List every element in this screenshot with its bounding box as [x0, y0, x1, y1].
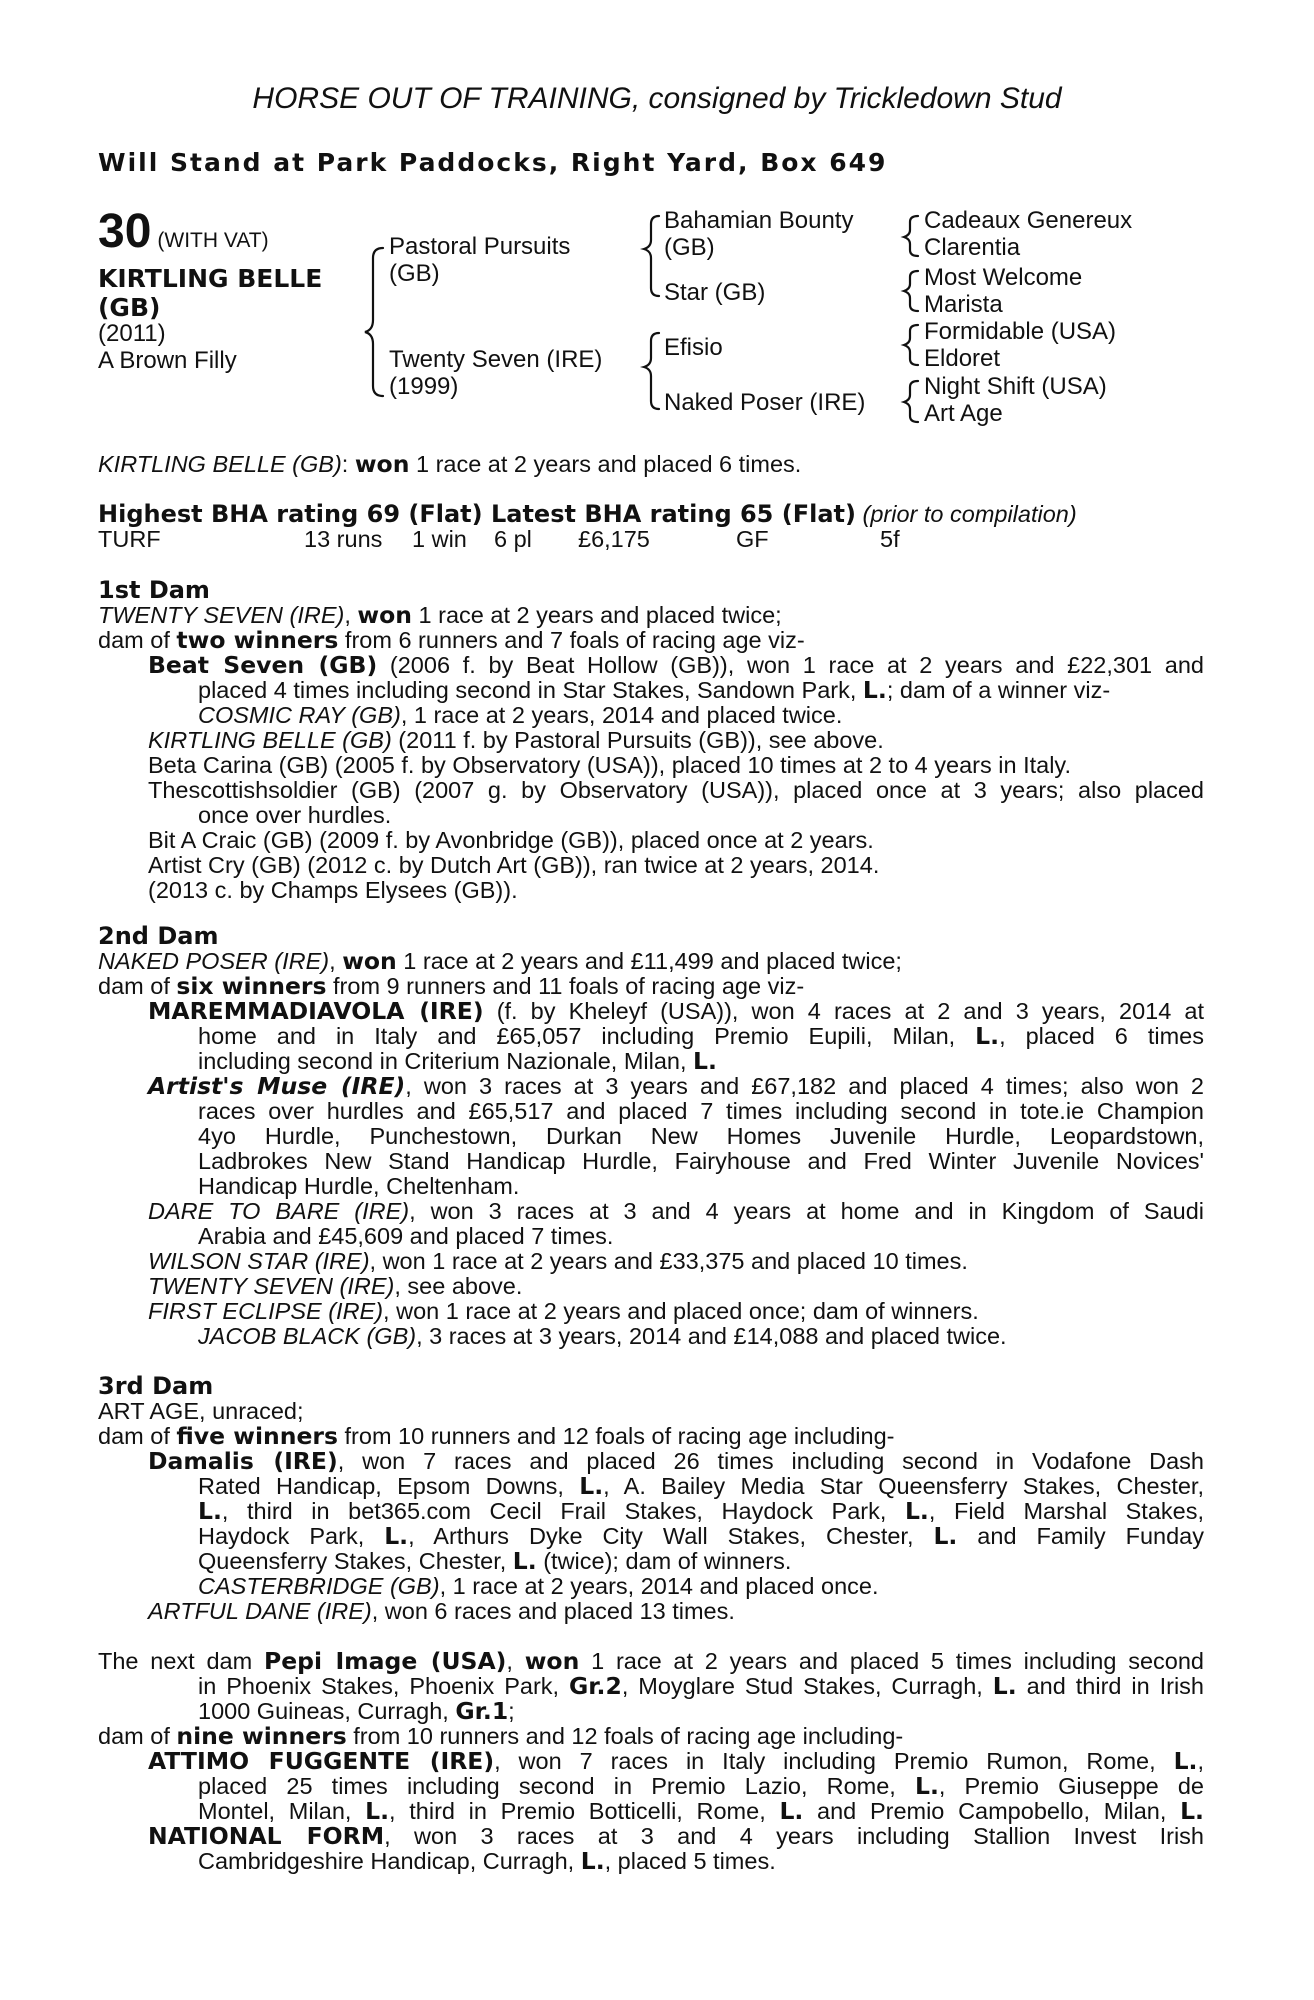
listed-marker: L. [779, 1797, 804, 1825]
second-dam-heading [98, 924, 1204, 950]
first-dam-name: TWENTY SEVEN (IRE) [98, 602, 345, 628]
jacob-black-rest: , 3 races at 3 years, 2014 and £14,088 and placed twice. [416, 1323, 1007, 1349]
damalis-name: Damalis (IRE) [148, 1447, 338, 1475]
maremma-rest: (f. by Kheleyf (USA)), won 4 races at 2 and 3 years, 2014 at [483, 998, 1204, 1024]
birth-year: (2011) [98, 320, 166, 347]
gen4-8: Art Age [924, 400, 1003, 427]
damalis-line1 [148, 1449, 1204, 1475]
summary-won: won [354, 450, 410, 478]
second-dam-won: won [342, 947, 397, 975]
attimo-montel: Montel, Milan, [198, 1798, 366, 1824]
damalis-field: , Field Marshal Stakes, [928, 1498, 1204, 1524]
sire-name: Pastoral Pursuits [389, 233, 571, 260]
dam-sire: Efisio [664, 334, 723, 361]
next-dam-damof: dam of [98, 1723, 177, 1749]
first-dam-rest: 1 race at 2 years and placed twice; [412, 602, 782, 628]
listed-marker: L. [1180, 1797, 1204, 1825]
gen4-5: Formidable (USA) [924, 318, 1117, 345]
next-dam-comma: , [506, 1648, 525, 1674]
artists-muse-line3 [198, 1124, 1204, 1150]
attimo-giuseppe: , Premio Giuseppe de [938, 1773, 1204, 1799]
casterbridge-name: CASTERBRIDGE (GB) [198, 1573, 440, 1599]
listed-marker: L. [914, 1772, 939, 1800]
damalis-family: and Family Funday [957, 1523, 1204, 1549]
first-dam-line1 [98, 603, 1204, 629]
listed-marker: L. [579, 1472, 604, 1500]
damalis-line2 [198, 1474, 1204, 1500]
twenty-seven-line [148, 1274, 1204, 1300]
listed-marker: L. [933, 1522, 958, 1550]
cosmic-ray-name: COSMIC RAY (GB) [198, 702, 401, 728]
attimo-botticelli: , third in Premio Botticelli, Rome, [389, 1798, 780, 1824]
horse-description: A Brown Filly [98, 347, 237, 374]
damalis-line4 [198, 1524, 1204, 1550]
damalis-rest: , won 7 races and placed 26 times including second in Vodafone Dash [337, 1448, 1204, 1474]
next-dam-line2 [198, 1674, 1204, 1700]
damalis-bailey: , A. Bailey Media Star Queensferry Stakes, Chester, [603, 1473, 1204, 1499]
attimo-campobello: and Premio Campobello, Milan, [803, 1798, 1181, 1824]
next-dam-phoenix: in Phoenix Stakes, Phoenix Park, [198, 1673, 569, 1699]
attimo-line1 [148, 1749, 1204, 1775]
wilson-star-name: WILSON STAR (IRE) [148, 1248, 370, 1274]
national-form-name: NATIONAL FORM [148, 1822, 385, 1850]
cosmic-ray-line [198, 703, 1204, 729]
jacob-black-line [198, 1324, 1204, 1350]
first-eclipse-rest: , won 1 race at 2 years and placed once; dam of winners. [383, 1298, 979, 1324]
kirtling-name: KIRTLING BELLE (GB) [148, 727, 392, 753]
artists-muse-text2: races over hurdles and £65,517 and placed 7 times including second in tote.ie Champion [198, 1098, 1204, 1124]
turf-record [98, 527, 1204, 553]
thescottish-text: Thescottishsoldier (GB) (2007 g. by Observatory (USA)), placed once at 3 years; also placed [148, 777, 1204, 803]
next-dam-third: and third in Irish [1016, 1673, 1205, 1699]
third-dam-winners: five winners [176, 1422, 338, 1450]
beat-seven-line2 [198, 678, 1204, 704]
kirtling-rest: (2011 f. by Pastoral Pursuits (GB)), see above. [391, 727, 884, 753]
attimo-rest: , won 7 races in Italy including Premio Rumon, Rome, [494, 1748, 1174, 1774]
third-dam-runners: from 10 runners and 12 foals of racing age including- [337, 1423, 895, 1449]
horse-name-line2: (GB) [98, 293, 161, 322]
gen4-6: Eldoret [924, 345, 1001, 372]
turf-prize: £6,175 [578, 526, 650, 552]
national-form-cambs: Cambridgeshire Handicap, Curragh, [198, 1848, 581, 1874]
attimo-line2 [198, 1774, 1204, 1800]
damalis-third: , third in bet365.com Cecil Frail Stakes, Haydock Park, [221, 1498, 905, 1524]
second-dam-rest: 1 race at 2 years and £11,499 and placed twice; [396, 948, 902, 974]
national-form-placed: , placed 5 times. [604, 1848, 776, 1874]
first-dam-runners: from 6 runners and 7 foals of racing age viz- [338, 627, 805, 653]
first-dam-title: 1st Dam [98, 576, 210, 604]
next-dam-runners: from 10 runners and 12 foals of racing age including- [346, 1723, 904, 1749]
turf-runs: 13 runs [304, 526, 383, 552]
listed-marker: L. [693, 1047, 717, 1075]
third-dam-line1: ART AGE, unraced; [98, 1398, 304, 1424]
listed-marker: L. [904, 1497, 929, 1525]
cosmic-ray-rest: , 1 race at 2 years, 2014 and placed twice. [400, 702, 843, 728]
beat-seven-damof: ; dam of a winner viz- [886, 677, 1111, 703]
first-dam-heading [98, 578, 1204, 604]
rating-line [98, 502, 1204, 528]
maremma-line1 [148, 999, 1204, 1025]
dam-name: Twenty Seven (IRE) [389, 346, 603, 373]
kirtling-line [148, 728, 1204, 754]
listed-marker: L. [580, 1847, 605, 1875]
summary-horse: KIRTLING BELLE (GB) [98, 451, 342, 477]
gen4-4: Marista [924, 291, 1003, 318]
wilson-star-line [148, 1249, 1204, 1275]
beat-seven-line1 [148, 653, 1204, 679]
second-dam-name: NAKED POSER (IRE) [98, 948, 330, 974]
second-dam-line1 [98, 949, 1204, 975]
group-marker: Gr.2 [569, 1672, 622, 1700]
wilson-star-rest: , won 1 race at 2 years and £33,375 and placed 10 times. [369, 1248, 968, 1274]
first-eclipse-name: FIRST ECLIPSE (IRE) [148, 1298, 384, 1324]
next-dam-guineas: 1000 Guineas, Curragh, [198, 1698, 456, 1724]
beta-carina-line: Beta Carina (GB) (2005 f. by Observatory (USA)), placed 10 times at 2 to 4 years in Italy. [148, 752, 1071, 778]
second-dam-runners: from 9 runners and 11 foals of racing age viz- [326, 973, 805, 999]
dam-year: (1999) [389, 373, 459, 400]
next-dam-line3 [198, 1699, 1204, 1725]
artists-muse-line5: Handicap Hurdle, Cheltenham. [198, 1173, 520, 1199]
dare-to-bare-name: DARE TO BARE (IRE) [148, 1198, 410, 1224]
damalis-arthurs: , Arthurs Dyke City Wall Stakes, Chester, [408, 1523, 934, 1549]
artist-cry-line: Artist Cry (GB) (2012 c. by Dutch Art (GB)), ran twice at 2 years, 2014. [148, 852, 880, 878]
third-dam-line2 [98, 1424, 1204, 1450]
next-dam-rest: 1 race at 2 years and placed 5 times including second [579, 1648, 1205, 1674]
turf-going: GF [736, 526, 769, 552]
artful-dane-line [148, 1599, 1204, 1625]
next-dam-line1 [98, 1649, 1204, 1675]
maremma-name: MAREMMADIAVOLA (IRE) [148, 997, 484, 1025]
group-marker: Gr.1 [455, 1697, 509, 1725]
dam [389, 346, 602, 400]
artists-muse-name: Artist's Muse (IRE) [148, 1072, 406, 1100]
maremma-home: home and in Italy and £65,057 including Premio Eupili, Milan, [198, 1023, 976, 1049]
second-dam-winners: six winners [176, 972, 327, 1000]
casterbridge-line [198, 1574, 1204, 1600]
thescottish-line2: once over hurdles. [198, 802, 392, 828]
next-dam-won: won [524, 1647, 580, 1675]
colt-2013-line: (2013 c. by Champs Elysees (GB)). [148, 877, 518, 903]
next-dam-line4 [98, 1724, 1204, 1750]
page-title: HORSE OUT OF TRAINING, consigned by Trickledown Stud [252, 82, 1062, 115]
third-dam-damof: dam of [98, 1423, 177, 1449]
second-dam-damof: dam of [98, 973, 177, 999]
damalis-line5 [198, 1549, 1204, 1575]
next-dam-semicolon: ; [508, 1698, 515, 1724]
listed-marker: L. [365, 1797, 390, 1825]
dare-to-bare-rest: , won 3 races at 3 and 4 years at home and in Kingdom of Saudi [409, 1198, 1204, 1224]
listed-marker: L. [512, 1547, 537, 1575]
listed-marker: L. [992, 1672, 1017, 1700]
maremma-line2 [198, 1024, 1204, 1050]
attimo-comma: , [1197, 1748, 1204, 1774]
listed-marker: L. [198, 1497, 222, 1525]
damalis-epsom: Rated Handicap, Epsom Downs, [198, 1473, 580, 1499]
turf-wins: 1 win [412, 526, 467, 552]
next-dam-name: Pepi Image (USA) [263, 1647, 507, 1675]
attimo-placed: placed 25 times including second in Premio Lazio, Rome, [198, 1773, 915, 1799]
listed-marker: L. [862, 676, 887, 704]
third-dam-title: 3rd Dam [98, 1372, 214, 1400]
sire-sire-country: (GB) [664, 234, 715, 261]
third-dam-heading [98, 1374, 1204, 1400]
lot-number: 30 [98, 205, 152, 258]
gen4-3: Most Welcome [924, 264, 1083, 291]
artists-muse-line2 [198, 1099, 1204, 1125]
rating-text: Highest BHA rating 69 (Flat) Latest BHA rating 65 (Flat) [98, 500, 856, 528]
listed-marker: L. [384, 1522, 409, 1550]
attimo-line3 [198, 1799, 1204, 1825]
national-form-line2 [198, 1849, 1204, 1875]
dare-to-bare-line2: Arabia and £45,609 and placed 7 times. [198, 1223, 614, 1249]
second-dam-title: 2nd Dam [98, 922, 219, 950]
turf-distance: 5f [880, 526, 900, 552]
maremma-second: including second in Criterium Nazionale, Milan, [198, 1048, 694, 1074]
artists-muse-rest: , won 3 races at 3 years and £67,182 and placed 4 times; also won 2 [405, 1073, 1205, 1099]
gen4-7: Night Shift (USA) [924, 373, 1107, 400]
turf-surface: TURF [98, 526, 161, 552]
gen4-1: Cadeaux Genereux [924, 207, 1133, 234]
artists-muse-line4 [198, 1149, 1204, 1175]
artful-dane-name: ARTFUL DANE (IRE) [148, 1598, 372, 1624]
horse-name-line1: KIRTLING BELLE [98, 264, 323, 293]
damalis-twice: (twice); dam of winners. [536, 1548, 792, 1574]
damalis-haydock: Haydock Park, [198, 1523, 385, 1549]
jacob-black-name: JACOB BLACK (GB) [198, 1323, 417, 1349]
first-eclipse-line [148, 1299, 1204, 1325]
dam-dam: Naked Poser (IRE) [664, 389, 866, 416]
damalis-queensferry: Queensferry Stakes, Chester, [198, 1548, 513, 1574]
thescottish-line1 [148, 778, 1204, 804]
gen4-2: Clarentia [924, 234, 1021, 261]
second-dam-comma: , [329, 948, 343, 974]
sire [389, 233, 570, 287]
sire-dam: Star (GB) [664, 279, 766, 306]
summary-rest: 1 race at 2 years and placed 6 times. [409, 451, 802, 477]
vat-note: (WITH VAT) [157, 229, 269, 252]
turf-placed: 6 pl [494, 526, 532, 552]
rating-note: (prior to compilation) [862, 501, 1077, 527]
national-form-rest: , won 3 races at 3 and 4 years including Stallion Invest Irish [384, 1823, 1204, 1849]
first-dam-winners: two winners [176, 626, 339, 654]
race-summary [98, 452, 1204, 478]
next-dam-moyglare: , Moyglare Stud Stakes, Curragh, [621, 1673, 993, 1699]
national-form-line1 [148, 1824, 1204, 1850]
beat-seven-name: Beat Seven (GB) [148, 651, 378, 679]
maremma-placed: , placed 6 times [999, 1023, 1204, 1049]
dare-to-bare-line1 [148, 1199, 1204, 1225]
beat-seven-placed: placed 4 times including second in Star Stakes, Sandown Park, [198, 677, 863, 703]
twenty-seven-name: TWENTY SEVEN (IRE) [148, 1273, 395, 1299]
maremma-line3 [198, 1049, 1204, 1075]
sire-country: (GB) [389, 260, 440, 287]
first-dam-won: won [357, 601, 412, 629]
damalis-line3 [198, 1499, 1204, 1525]
stand-location: Will Stand at Park Paddocks, Right Yard, Box 649 [98, 148, 888, 177]
sire-sire [664, 207, 853, 261]
listed-marker: L. [975, 1022, 1000, 1050]
sire-sire-name: Bahamian Bounty [664, 207, 854, 234]
summary-colon: : [341, 451, 349, 477]
artists-muse-line1 [148, 1074, 1204, 1100]
attimo-name: ATTIMO FUGGENTE (IRE) [148, 1747, 495, 1775]
artful-dane-rest: , won 6 races and placed 13 times. [371, 1598, 735, 1624]
first-dam-comma: , [344, 602, 358, 628]
next-dam-winners: nine winners [176, 1722, 347, 1750]
second-dam-line2 [98, 974, 1204, 1000]
twenty-seven-rest: , see above. [394, 1273, 523, 1299]
bit-a-craic-line: Bit A Craic (GB) (2009 f. by Avonbridge (GB)), placed once at 2 years. [148, 827, 874, 853]
first-dam-damof: dam of [98, 627, 177, 653]
first-dam-line2 [98, 628, 1204, 654]
beat-seven-rest: (2006 f. by Beat Hollow (GB)), won 1 race at 2 years and £22,301 and [377, 652, 1204, 678]
listed-marker: L. [1173, 1747, 1198, 1775]
artists-muse-text4: Ladbrokes New Stand Handicap Hurdle, Fairyhouse and Fred Winter Juvenile Novices' [198, 1148, 1204, 1174]
next-dam-intro: The next dam [98, 1648, 264, 1674]
artists-muse-text3: 4yo Hurdle, Punchestown, Durkan New Homes Juvenile Hurdle, Leopardstown, [198, 1123, 1204, 1149]
casterbridge-rest: , 1 race at 2 years, 2014 and placed once. [439, 1573, 879, 1599]
